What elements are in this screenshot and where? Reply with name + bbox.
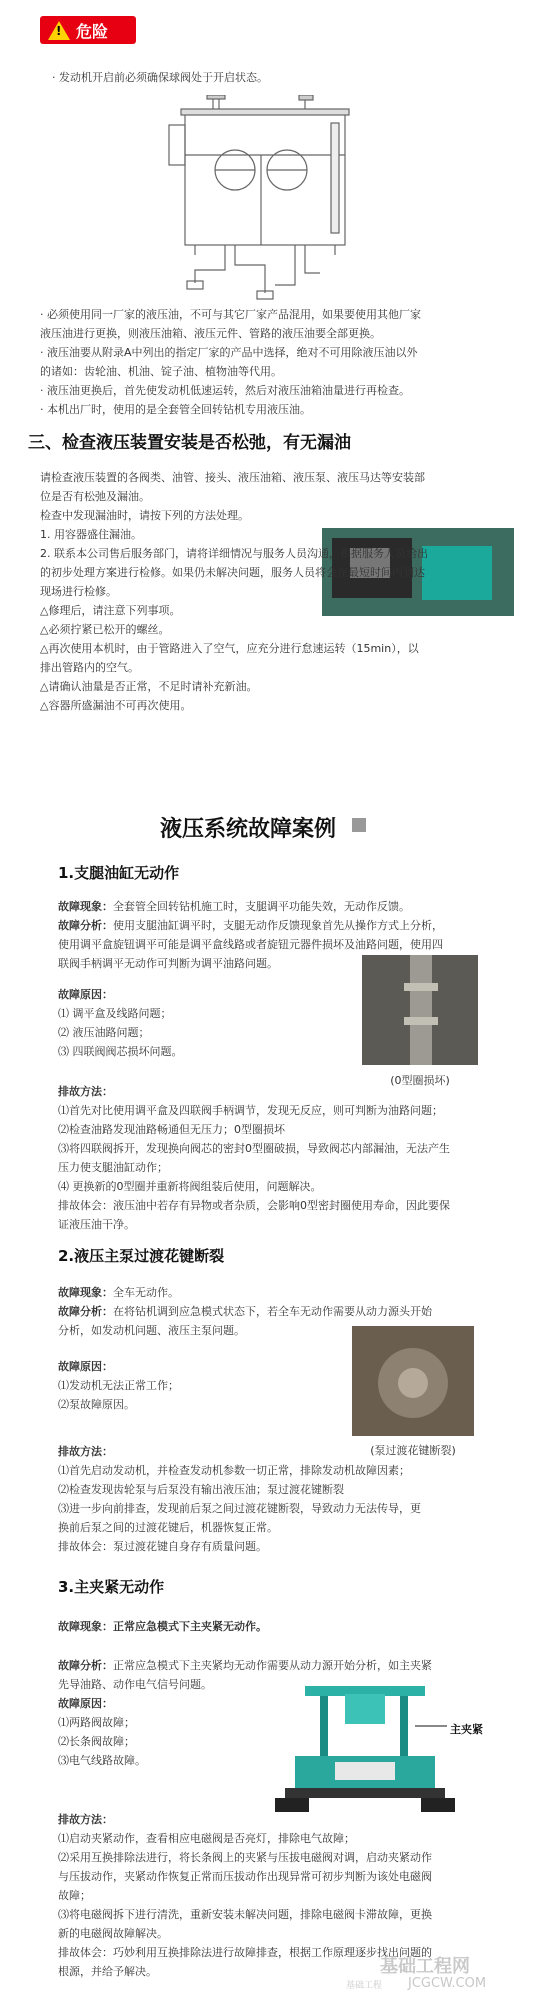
valve-spool-photo bbox=[362, 955, 478, 1065]
rotary-rig-illustration bbox=[275, 1676, 515, 1816]
oil-note-line: 液压油进行更换，则液压油箱、液压元件、管路的液压油要全部更换。 bbox=[40, 327, 381, 340]
body-line: 1. 用容器盛住漏油。 bbox=[40, 528, 142, 541]
case-1-methods: 排故方法： ⑴首先对比使用调平盒及四联阀手柄调节，发现无反应，则可判断为油路问题； ⑵检查油路发现油路畅通但无压力；0型圈损坏 ⑶将四联阀拆开，发现换向阀芯的密封0型圈破损，导致阀芯内部漏油，无法产生 压力使支腿油缸动作； ⑷ 更换新的0型圈并重新将阀组装后使用，问题解决。 排故体会：液压油中若存有异物或者杂质，会影响0型密封圈使用寿命，因此要保 证液压油干净。 bbox=[58, 1085, 450, 1231]
oil-note-line: 的诸如：齿轮油、机油、锭子油、植物油等代用。 bbox=[40, 365, 282, 378]
body-line: △请确认油量是否正常，不足时请补充新油。 bbox=[40, 680, 258, 693]
main-clamp-label: 主夹紧 bbox=[450, 1723, 483, 1736]
oil-note-line: · 必须使用同一厂家的液压油，不可与其它厂家产品混用，如果要使用其他厂家 bbox=[40, 308, 421, 321]
cases-title: 液压系统故障案例 bbox=[160, 817, 337, 842]
case-3-causes: 故障原因： ⑴两路阀故障； ⑵长条阀故障； ⑶电气线路故障。 bbox=[58, 1697, 146, 1767]
body-line: △容器所盛漏油不可再次使用。 bbox=[40, 699, 192, 712]
case-3-title: 3.主夹紧无动作 bbox=[58, 1578, 165, 1596]
case-3-analysis: 故障分析：正常应急模式下主夹紧均无动作需要从动力源开始分析，如主夹紧 先导油路、动作电气信号问题。 bbox=[58, 1659, 432, 1691]
case-1-phenomenon: 故障现象：全套管全回转钻机施工时，支腿调平功能失效，无动作反馈。 bbox=[58, 900, 410, 913]
body-line: 位是否有松弛及漏油。 bbox=[40, 490, 150, 503]
case-2-methods: 排故方法： ⑴首先启动发动机，并检查发动机参数一切正常，排除发动机故障因素； ⑵检查发现齿轮泵与后泵没有输出液压油；泵过渡花键断裂 ⑶进一步向前排查，发现前后泵之间过渡花键断裂，导致动力无法传导，更 换前后泵之间的过渡花键后，机器恢复正常。 排故体会：泵过渡花键自身存有质量问题。 bbox=[58, 1445, 421, 1553]
case-1-analysis: 故障分析：使用支腿油缸调平时，支腿无动作反馈现象首先从操作方式上分析， 使用调平盒旋钮调平可能是调平盒线路或者旋钮元器件损坏及油路问题，使用四 联阀手柄调平无动作可判断为调平油路问题。 bbox=[58, 919, 443, 970]
oil-note-line: · 本机出厂时，使用的是全套管全回转钻机专用液压油。 bbox=[40, 403, 311, 416]
case-2-analysis: 故障分析：在将钻机调到应急模式状态下，若全车无动作需要从动力源头开始 分析，如发动机问题、液压主泵问题。 bbox=[58, 1305, 432, 1337]
watermark-site: 基础工程网 bbox=[380, 1956, 470, 1977]
case-2-phenomenon: 故障现象：全车无动作。 bbox=[58, 1286, 179, 1299]
title-decoration-icon bbox=[352, 818, 366, 832]
body-line: 2. 联系本公司售后服务部门，请将详细情况与服务人员沟通，根据服务人员给出 bbox=[40, 547, 428, 560]
case-3-phenomenon: 故障现象：正常应急模式下主夹紧无动作。 bbox=[58, 1620, 267, 1633]
ball-valve-note: · 发动机开启前必须确保球阀处于开启状态。 bbox=[52, 71, 268, 84]
body-line: 检查中发现漏油时，请按下列的方法处理。 bbox=[40, 509, 249, 522]
danger-label: 危险 bbox=[76, 21, 109, 41]
watermark-url: JCGCW.COM bbox=[408, 1976, 487, 1991]
case-1-causes: 故障原因： ⑴ 调平盒及线路问题； ⑵ 液压油路问题； ⑶ 四联阀阀芯损坏问题。 bbox=[58, 988, 183, 1058]
watermark-small: 基础工程 bbox=[346, 1981, 383, 1991]
oil-note-line: · 液压油更换后，首先使发动机低速运转，然后对液压油箱油量进行再检查。 bbox=[40, 384, 410, 397]
oil-notes bbox=[40, 305, 421, 419]
case-2-title: 2.液压主泵过渡花键断裂 bbox=[58, 1247, 225, 1265]
body-line: 请检查液压装置的各阀类、油管、接头、液压油箱、液压泵、液压马达等安装部 bbox=[40, 471, 425, 484]
case-2-photo-caption: (泵过渡花键断裂) bbox=[370, 1444, 456, 1457]
body-line: 现场进行检修。 bbox=[40, 585, 117, 598]
oil-note-line: · 液压油要从附录A中列出的指定厂家的产品中选择，绝对不可用除液压油以外 bbox=[40, 346, 418, 359]
body-line: △必须拧紧已松开的螺丝。 bbox=[40, 623, 170, 636]
case-3-methods: 排故方法： ⑴启动夹紧动作，查看相应电磁阀是否亮灯，排除电气故障； ⑵采用互换排除法进行，将长条阀上的夹紧与压拔电磁阀对调，启动夹紧动作 与压拔动作，夹紧动作恢复正常而压拔动作出现异常可初步判断为该处电磁阀 故障； ⑶将电磁阀拆下进行清洗，重新安装未解决问题，排除电磁阀卡滞故障，更换 新的电磁阀故障解决。 排故体会：巧妙利用互换排除法进行故障排查，根据工作原理逐步找出问题的 根源，并给予解决。 bbox=[58, 1813, 432, 1978]
case-1-photo-caption: (0型圈损坏) bbox=[390, 1074, 450, 1087]
warning-icon: ! bbox=[48, 21, 70, 40]
section-3-title: 三、检查液压装置安装是否松弛，有无漏油 bbox=[28, 433, 351, 453]
body-line: △修理后，请注意下列事项。 bbox=[40, 604, 181, 617]
body-line: 排出管路内的空气。 bbox=[40, 661, 139, 674]
section-3-body bbox=[40, 468, 428, 715]
body-line: 的初步处理方案进行检修。如果仍未解决问题，服务人员将会在最短时间内到达 bbox=[40, 566, 425, 579]
case-2-causes: 故障原因： ⑴发动机无法正常工作； ⑵泵故障原因。 bbox=[58, 1360, 179, 1411]
hydraulic-tank-diagram bbox=[155, 95, 375, 300]
body-line: △再次使用本机时，由于管路进入了空气，应充分进行怠速运转（15min），以 bbox=[40, 642, 419, 655]
case-1-title: 1.支腿油缸无动作 bbox=[58, 864, 180, 882]
danger-badge bbox=[40, 16, 136, 44]
pump-photo bbox=[352, 1326, 474, 1436]
